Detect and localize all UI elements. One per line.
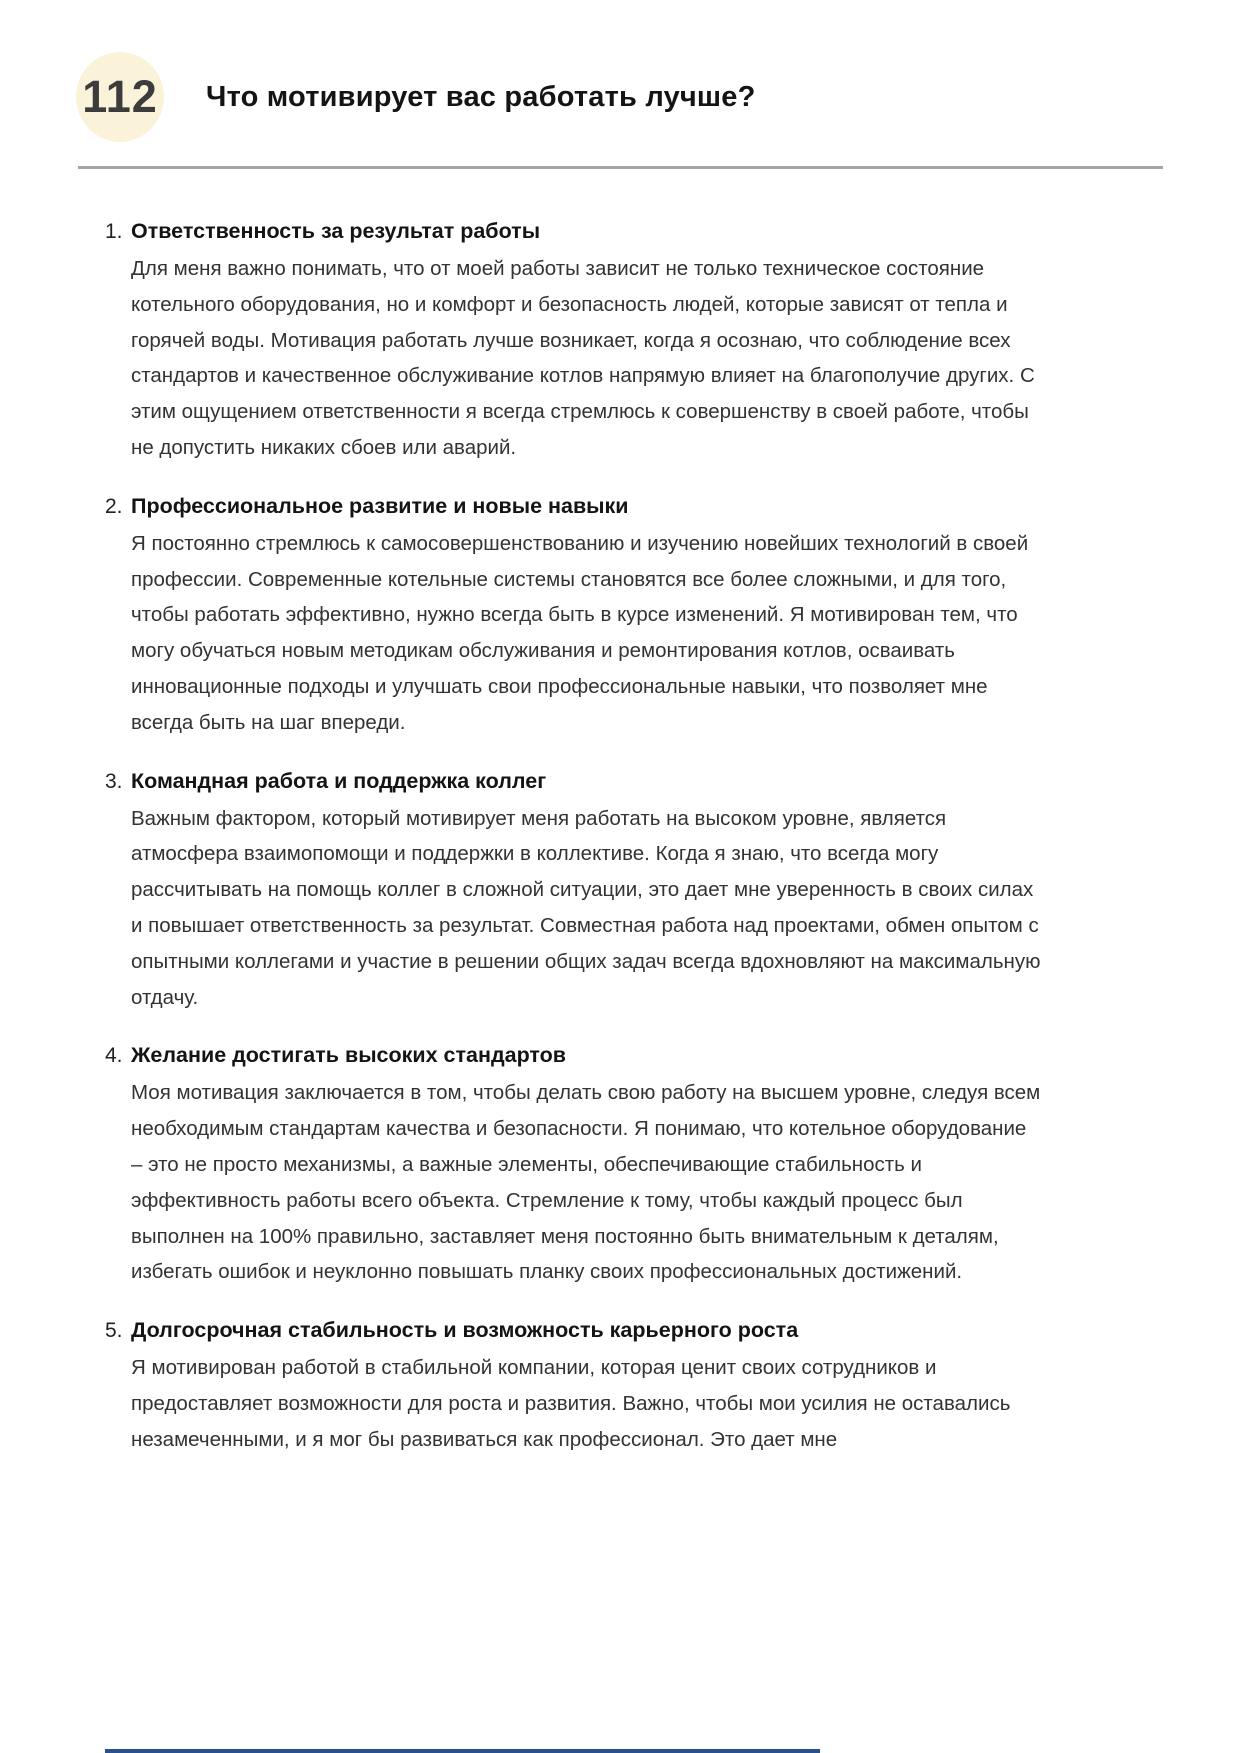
item-body: Важным фактором, который мотивирует меня работать на высоком уровне, является атмосфера взаимопомощи и поддержки в коллективе. Когда я знаю, что всегда могу рассчитывать на помощь коллег в сложной ситуации, это дает мне уверенность в своих силах и повышает ответственность за результат. Совместная работа над проектами, обмен опытом с опытными коллегами и участие в решении общих задач всегда вдохновляют на максимальную отдачу.	[131, 806, 1041, 1009]
item-heading: Желание достигать высоких стандартов	[131, 1043, 567, 1068]
list-item	[105, 763, 1139, 1016]
answers-list	[105, 213, 1139, 1458]
header-divider	[78, 166, 1163, 169]
list-item	[105, 1312, 1139, 1457]
list-item	[105, 488, 1139, 741]
question-number: 112	[82, 71, 158, 122]
item-heading: Профессиональное развитие и новые навыки	[131, 493, 629, 518]
item-number: 2.	[105, 494, 123, 518]
item-heading: Ответственность за результат работы	[131, 219, 541, 243]
item-heading: Долгосрочная стабильность и возможность карьерного роста	[131, 1318, 799, 1343]
item-body: Я мотивирован работой в стабильной компании, которая ценит своих сотрудников и предоставляет возможности для роста и развития. Важно, чтобы мои усилия не оставались незамеченными, и я мог бы развиваться как профессионал. Это дает мне	[131, 1356, 1011, 1451]
item-number: 1.	[105, 220, 123, 243]
question-number-badge	[76, 52, 164, 142]
item-header	[105, 488, 1139, 524]
item-number: 4.	[105, 1044, 123, 1068]
item-heading: Командная работа и поддержка коллег	[131, 768, 547, 793]
item-header	[105, 1312, 1139, 1348]
next-section-divider	[105, 1749, 820, 1753]
page-title: Что мотивирует вас работать лучше?	[206, 80, 756, 113]
item-number: 5.	[105, 1319, 123, 1343]
item-header	[105, 213, 1139, 249]
item-body: Для меня важно понимать, что от моей работы зависит не только техническое состояние котельного оборудования, но и комфорт и безопасность людей, которые зависят от тепла и горячей воды. Мотивация работать лучше возникает, когда я осознаю, что соблюдение всех стандартов и качественное обслуживание котлов напрямую влияет на благополучие других. С этим ощущением ответственности я всегда стремлюсь к совершенству в своей работе, чтобы не допустить никаких сбоев или аварий.	[131, 257, 1035, 459]
item-body: Я постоянно стремлюсь к самосовершенствованию и изучению новейших технологий в своей профессии. Современные котельные системы становятся все более сложными, и для того, чтобы работать эффективно, нужно всегда быть в курсе изменений. Я мотивирован тем, что могу обучаться новым методикам обслуживания и ремонтирования котлов, осваивать инновационные подходы и улучшать свои профессиональные навыки, что позволяет мне всегда быть на шаг впереди.	[131, 531, 1029, 734]
item-header	[105, 763, 1139, 799]
item-number: 3.	[105, 769, 123, 793]
list-item	[105, 213, 1139, 466]
question-header	[76, 52, 1163, 142]
list-item	[105, 1037, 1139, 1290]
item-body: Моя мотивация заключается в том, чтобы делать свою работу на высшем уровне, следуя всем необходимым стандартам качества и безопасности. Я понимаю, что котельное оборудование – это не просто механизмы, а важные элементы, обеспечивающие стабильность и эффективность работы всего объекта. Стремление к тому, чтобы каждый процесс был выполнен на 100% правильно, заставляет меня постоянно быть внимательным к деталям, избегать ошибок и неуклонно повышать планку своих профессиональных достижений.	[131, 1081, 1041, 1284]
item-header	[105, 1037, 1139, 1073]
